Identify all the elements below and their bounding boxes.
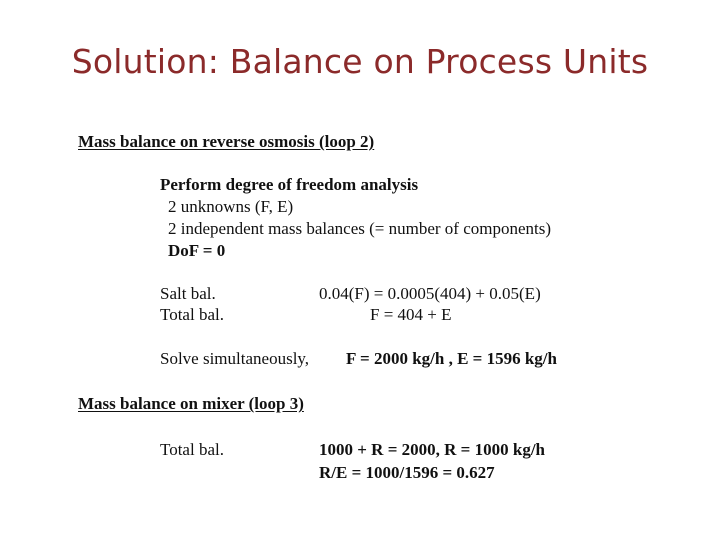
solve-result: F = 2000 kg/h , E = 1596 kg/h — [346, 349, 557, 368]
section-heading-reverse-osmosis: Mass balance on reverse osmosis (loop 2) — [78, 132, 375, 151]
mixer-total-balance-label: Total bal. — [160, 440, 224, 459]
total-balance-label: Total bal. — [160, 305, 224, 324]
salt-balance-equation: 0.04(F) = 0.0005(404) + 0.05(E) — [319, 284, 541, 303]
salt-balance-label: Salt bal. — [160, 284, 216, 303]
dof-heading: Perform degree of freedom analysis — [160, 175, 419, 194]
slide-title: Solution: Balance on Process Units — [71, 42, 649, 81]
total-balance-equation: F = 404 + E — [370, 305, 452, 324]
mixer-total-balance-equation: 1000 + R = 2000, R = 1000 kg/h — [319, 440, 545, 459]
dof-result: DoF = 0 — [168, 241, 226, 260]
ratio-result: R/E = 1000/1596 = 0.627 — [319, 463, 495, 482]
section-heading-mixer: Mass balance on mixer (loop 3) — [78, 394, 304, 413]
solve-label: Solve simultaneously, — [160, 349, 310, 368]
unknowns-line: 2 unknowns (F, E) — [168, 197, 294, 216]
balances-line: 2 independent mass balances (= number of components) — [168, 219, 552, 238]
